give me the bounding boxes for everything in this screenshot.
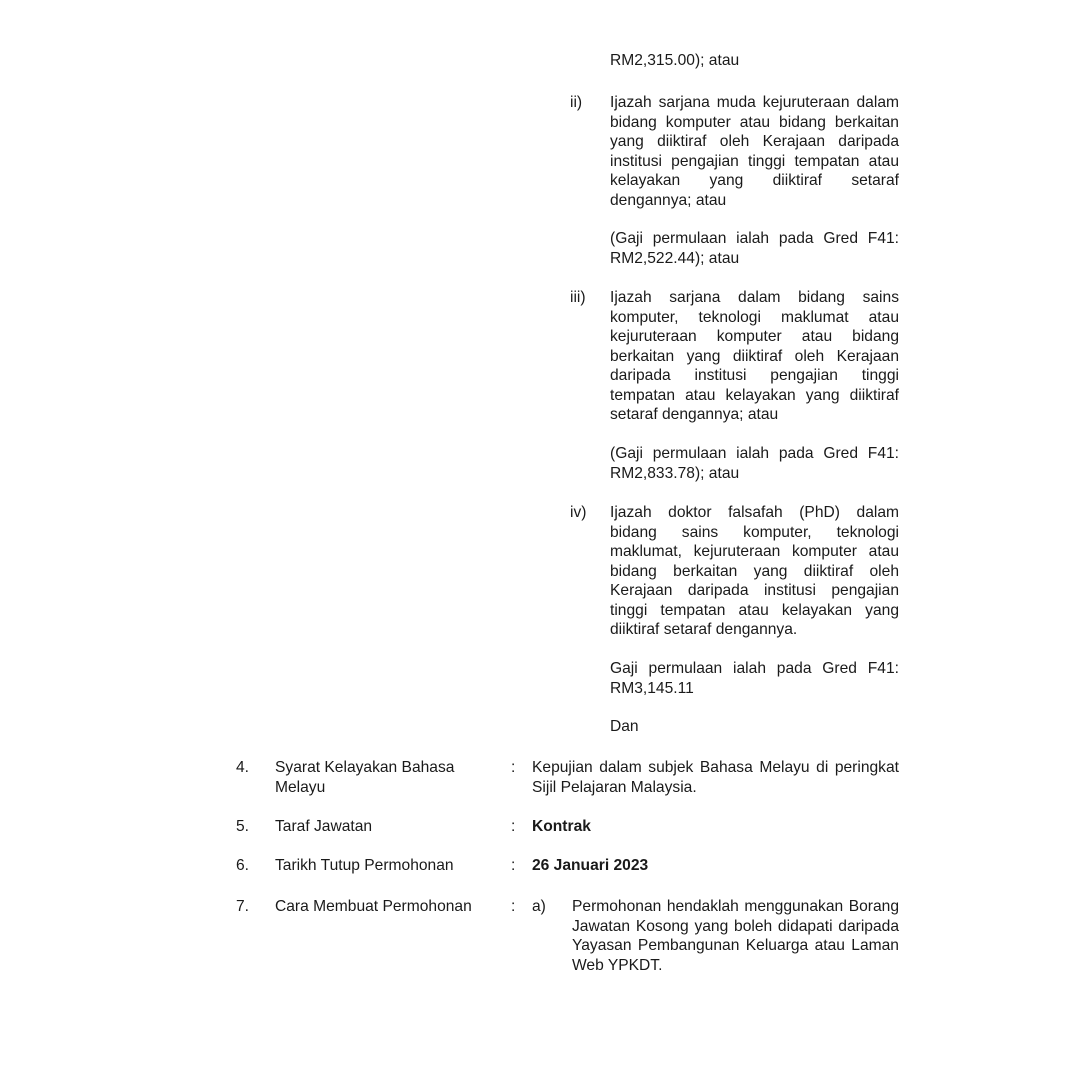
- requirement-label-7: Cara Membuat Permohonan: [275, 898, 472, 915]
- requirement-colon-7: :: [511, 898, 516, 915]
- requirement-label-5: Taraf Jawatan: [275, 818, 373, 835]
- requirement-label-4: Syarat Kelayakan Bahasa Melayu: [275, 759, 455, 796]
- requirement-number-5: 5.: [236, 818, 250, 835]
- requirement-number-7: 7.: [236, 898, 250, 915]
- qualification-numeral-iii: iii): [570, 289, 586, 306]
- qualification-text-ii: Ijazah sarjana muda kejuruteraan dalam bidang komputer atau bidang berkaitan yang diiktiraf oleh Kerajaan daripada institusi pengajian tinggi tempatan atau kelayakan yang diiktiraf setaraf dengannya; atau: [610, 94, 899, 209]
- qualification-text-iv: Ijazah doktor falsafah (PhD) dalam bidang sains komputer, teknologi maklumat, kejuruteraan komputer atau bidang berkaitan yang diiktiraf oleh Kerajaan daripada institusi pengajian tinggi tempatan atau kelayakan yang diiktiraf setaraf dengannya.: [610, 504, 899, 638]
- qualification-text-iii: Ijazah sarjana dalam bidang sains komputer, teknologi maklumat atau kejuruteraan komputer atau bidang berkaitan yang diiktiraf oleh Kerajaan daripada institusi pengajian tinggi tempatan atau kelayakan yang diiktiraf setaraf dengannya; atau: [610, 289, 899, 423]
- salary-continuation-line: RM2,315.00); atau: [610, 52, 740, 69]
- qualification-numeral-ii: ii): [570, 94, 583, 111]
- requirement-value-5: Kontrak: [532, 818, 591, 835]
- requirement-value-4: Kepujian dalam subjek Bahasa Melayu di peringkat Sijil Pelajaran Malaysia.: [532, 759, 899, 796]
- requirement-number-6: 6.: [236, 857, 250, 874]
- salary-note-ii: (Gaji permulaan ialah pada Gred F41: RM2,522.44); atau: [610, 230, 899, 267]
- requirement-sub-marker-a: a): [532, 898, 546, 915]
- requirement-label-6: Tarikh Tutup Permohonan: [275, 857, 454, 874]
- requirement-value-7: Permohonan hendaklah menggunakan Borang Jawatan Kosong yang boleh didapati daripada Yayasan Pembangunan Keluarga atau Laman Web YPKDT.: [572, 898, 899, 974]
- salary-note-iii: (Gaji permulaan ialah pada Gred F41: RM2,833.78); atau: [610, 445, 899, 482]
- qualification-numeral-iv: iv): [570, 504, 587, 521]
- conjunction-dan: Dan: [610, 718, 639, 735]
- salary-note-iv: Gaji permulaan ialah pada Gred F41: RM3,145.11: [610, 660, 899, 697]
- requirement-colon-4: :: [511, 759, 516, 776]
- requirement-colon-5: :: [511, 818, 516, 835]
- requirement-colon-6: :: [511, 857, 516, 874]
- requirement-value-6: 26 Januari 2023: [532, 857, 649, 874]
- requirement-number-4: 4.: [236, 759, 250, 776]
